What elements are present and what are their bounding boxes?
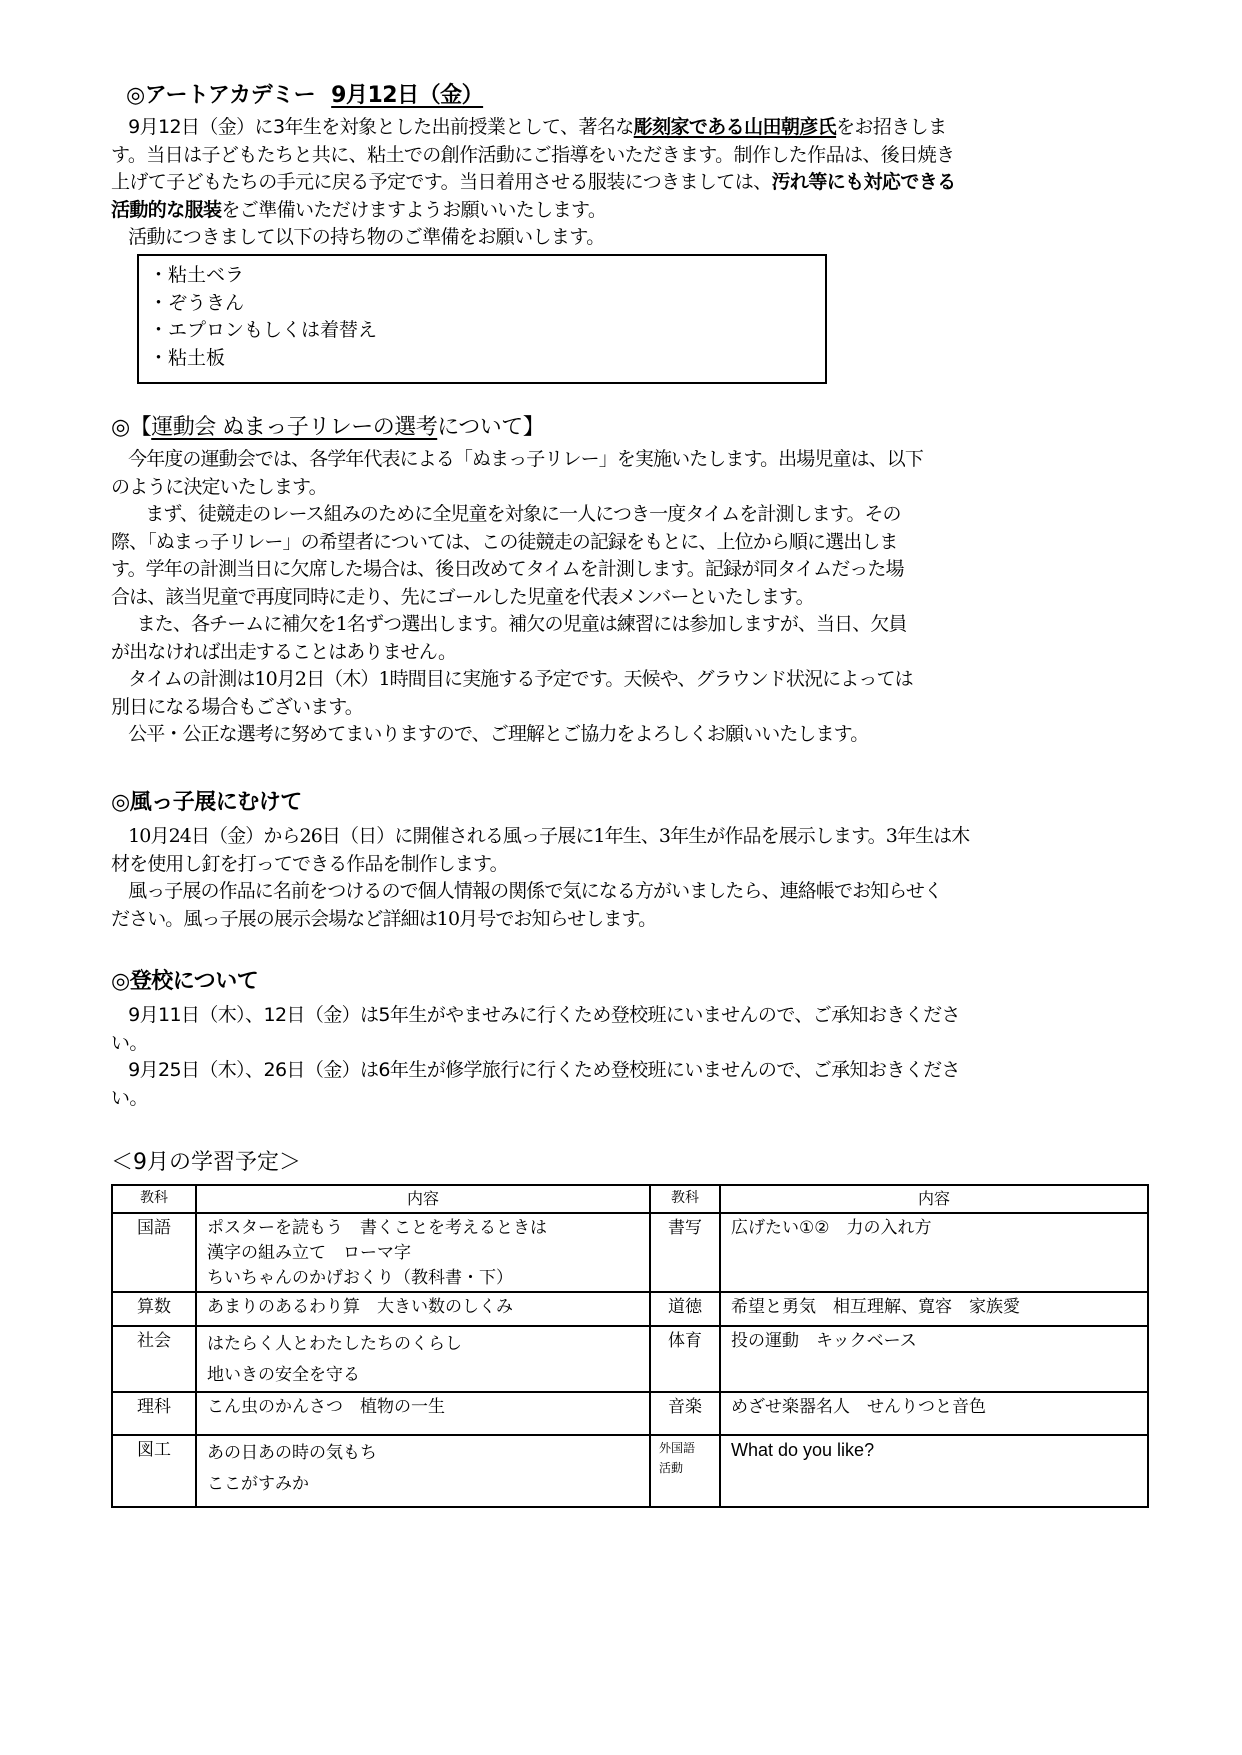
bracket-open: 【: [129, 415, 152, 440]
relay-title-underlined: 運動会 ぬまっ子リレーの選考: [151, 415, 438, 440]
content-line: ポスターを読もう 書くことを考えるときは: [207, 1218, 547, 1238]
content-cell: [196, 1435, 650, 1507]
bracket-close: 】: [522, 415, 545, 440]
body-line: 9月11日（木）、12日（金）は5年生がやませみに行くため登校班にいませんので、ご承知おきくださ: [128, 1004, 960, 1026]
body-line: [111, 197, 1123, 225]
subject-cell: [650, 1435, 720, 1507]
double-circle-mark: ◎: [126, 83, 145, 108]
schedule-header-row: [112, 1185, 1148, 1213]
double-circle-mark: ◎: [111, 415, 130, 440]
body-line: 合は、該当児童で再度同時に走り、先にゴールした児童を代表メンバーといたします。: [111, 585, 814, 608]
body-line: 公平・公正な選考に努めてまいりますので、ご理解とご協力をよろしくお願いいたします。: [128, 723, 869, 745]
subject-cell: 図工: [112, 1435, 196, 1507]
subject-label-line: 活動: [659, 1461, 684, 1475]
body-text: をお招きしま: [836, 116, 947, 138]
body-line: す。学年の計測当日に欠席した場合は、後日改めてタイムを計測します。記録が同タイムだった場: [111, 558, 904, 580]
content-cell: [720, 1435, 1148, 1507]
body-line: [111, 224, 1123, 252]
subject-cell: 体育: [650, 1326, 720, 1392]
content-line: What do you like?: [731, 1440, 875, 1460]
content-cell: [196, 1213, 650, 1292]
body-line: ださい。風っ子展の展示会場など詳細は10月号でお知らせします。: [111, 907, 657, 930]
schedule-row: [112, 1292, 1148, 1326]
subject-cell: 算数: [112, 1292, 196, 1326]
content-line: 漢字の組み立て ローマ字: [207, 1243, 411, 1263]
body-line: 風っ子展の作品に名前をつけるので個人情報の関係で気になる方がいましたら、連絡帳でお知らせく: [128, 880, 943, 902]
subject-label-line: 外国語: [659, 1441, 696, 1455]
art-academy-date: 9月12日（金）: [331, 83, 484, 108]
schedule-table: [111, 1184, 1149, 1508]
subject-cell: 理科: [112, 1392, 196, 1435]
emphasis-bold-text: 汚れ等にも対応できる: [771, 171, 956, 193]
content-cell: [196, 1392, 650, 1435]
schedule-row: [112, 1392, 1148, 1435]
emphasis-underlined-text: 彫刻家である山田朝彦氏: [633, 116, 837, 138]
content-line: はたらく人とわたしたちのくらし: [207, 1334, 462, 1354]
content-line: 広げたい①② 力の入れ方: [731, 1218, 932, 1238]
schedule-row: [112, 1435, 1148, 1507]
body-line: 材を使用し釘を打ってできる作品を制作します。: [111, 852, 508, 875]
body-line: のように決定いたします。: [111, 475, 327, 498]
schedule-body: [112, 1213, 1148, 1507]
body-text: す。当日は子どもたちと共に、粘土での創作活動にご指導をいただきます。制作した作品は、後日焼き: [111, 143, 955, 166]
subject-cell: 書写: [650, 1213, 720, 1292]
subject-cell: 音楽: [650, 1392, 720, 1435]
body-line: い。: [111, 1031, 148, 1054]
body-line: まず、徒競走のレース組みのために全児童を対象に一人につき一度タイムを計測します。その: [145, 503, 901, 525]
content-line: こん虫のかんさつ 植物の一生: [207, 1397, 445, 1417]
body-line: [111, 169, 1123, 197]
subject-cell: 社会: [112, 1326, 196, 1392]
materials-list-item: ・粘土板: [149, 346, 226, 369]
materials-list-box: [137, 254, 827, 384]
body-line: 際、「ぬまっ子リレー」の希望者については、この徒競走の記録をもとに、上位から順に選出しま: [111, 530, 898, 553]
header-content: 内容: [196, 1185, 650, 1213]
kazeko-body: [111, 823, 1123, 933]
body-text: 活動につきまして以下の持ち物のご準備をお願いします。: [128, 226, 605, 248]
content-cell: [196, 1292, 650, 1326]
content-cell: [720, 1213, 1148, 1292]
schedule-title: ＜9月の学習予定＞: [111, 1150, 301, 1175]
content-cell: [720, 1326, 1148, 1392]
content-line: めざせ楽器名人 せんりつと音色: [731, 1397, 986, 1417]
art-academy-title: アートアカデミー: [144, 83, 316, 108]
body-text: 上げて子どもたちの手元に戻る予定です。当日着用させる服装につきましては、: [111, 171, 772, 193]
materials-list-item: ・粘土ベラ: [149, 264, 245, 286]
body-line: [111, 142, 1123, 170]
header-subject: 教科: [112, 1185, 196, 1213]
body-text: をご準備いただけますようお願いいたします。: [221, 198, 607, 221]
body-line: 今年度の運動会では、各学年代表による「ぬまっ子リレー」を実施いたします。出場児童は、以下: [128, 448, 923, 470]
art-academy-heading: [126, 82, 483, 110]
subject-cell: 国語: [112, 1213, 196, 1292]
content-line: あの日あの時の気もち: [207, 1443, 377, 1463]
commute-heading: ◎登校について: [111, 969, 259, 994]
content-cell: [720, 1392, 1148, 1435]
body-line: [111, 114, 1123, 142]
body-line: また、各チームに補欠を1名ずつ選出します。補欠の児童は練習には参加しますが、当日、欠員: [136, 613, 907, 635]
subject-cell: 道徳: [650, 1292, 720, 1326]
relay-heading: [111, 414, 544, 442]
body-line: が出なければ出走することはありません。: [111, 640, 457, 663]
emphasis-bold-text: 活動的な服装: [111, 198, 222, 221]
body-line: い。: [111, 1086, 148, 1109]
art-academy-body: [111, 114, 1123, 252]
content-line: あまりのあるわり算 大きい数のしくみ: [207, 1297, 513, 1317]
content-cell: [196, 1326, 650, 1392]
content-line: ちいちゃんのかげおくり（教科書・下）: [207, 1268, 513, 1288]
materials-list-item: ・ぞうきん: [149, 291, 245, 314]
relay-title-rest: について: [437, 415, 523, 440]
body-line: タイムの計測は10月2日（木）1時間目に実施する予定です。天候や、グラウンド状況によっては: [128, 668, 913, 690]
content-line: 地いきの安全を守る: [207, 1365, 360, 1385]
content-cell: [720, 1292, 1148, 1326]
materials-list-item: ・エプロンもしくは着替え: [149, 319, 378, 341]
relay-body: [111, 446, 1123, 749]
schedule-row: [112, 1213, 1148, 1292]
header-subject: 教科: [650, 1185, 720, 1213]
content-line: 希望と勇気 相互理解、寛容 家族愛: [731, 1297, 1020, 1317]
content-line: ここがすみか: [207, 1474, 309, 1494]
schedule-row: [112, 1326, 1148, 1392]
commute-body: [111, 1002, 1123, 1112]
kazeko-heading: ◎風っ子展にむけて: [111, 790, 302, 815]
content-line: 投の運動 キックベース: [731, 1331, 917, 1351]
body-line: 9月25日（木）、26日（金）は6年生が修学旅行に行くため登校班にいませんので、ご承知おきくださ: [128, 1059, 960, 1081]
header-content: 内容: [720, 1185, 1148, 1213]
body-line: 10月24日（金）から26日（日）に開催される風っ子展に1年生、3年生が作品を展示します。3年生は木: [128, 825, 970, 847]
body-text: 9月12日（金）に3年生を対象とした出前授業として、著名な: [128, 116, 634, 138]
body-line: 別日になる場合もございます。: [111, 695, 363, 718]
